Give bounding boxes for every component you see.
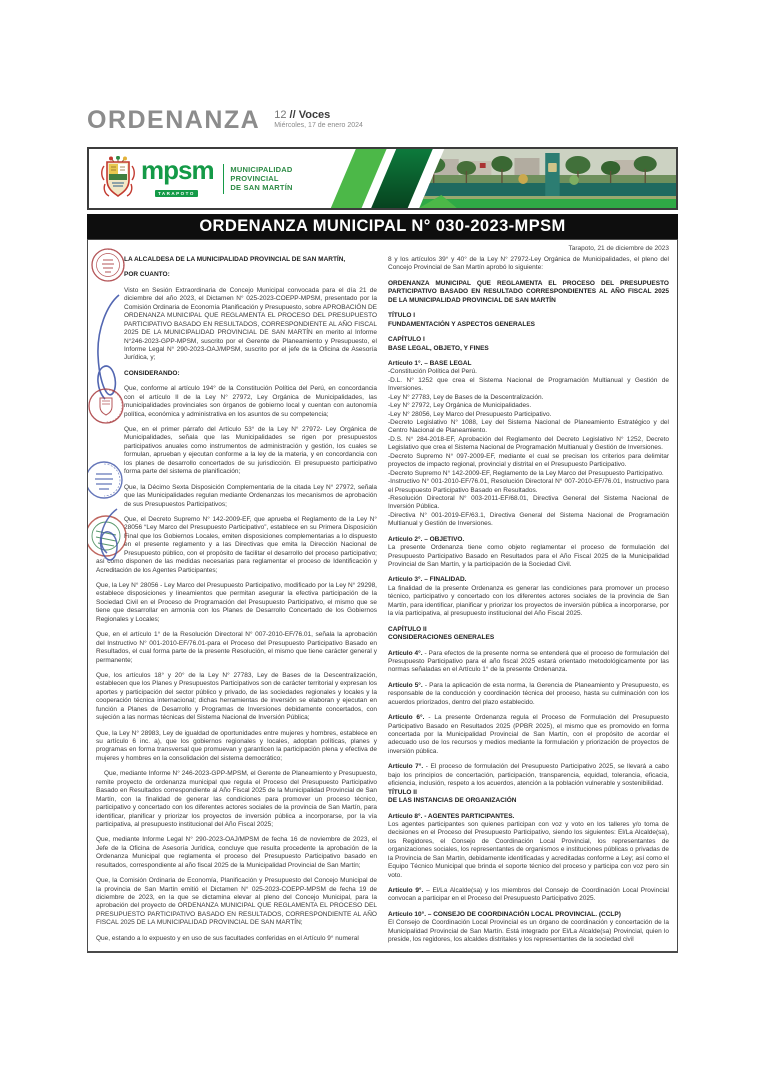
document-date: Tarapoto, 21 de diciembre de 2023	[568, 245, 669, 252]
articulo-5	[388, 682, 669, 707]
articulo-9-lead: Artículo 9°.	[388, 887, 424, 894]
masthead	[87, 107, 678, 147]
articulo-7-lead: Artículo 7°.	[388, 763, 424, 771]
articulo-10	[388, 911, 669, 945]
capitulo-1-sub: BASE LEGAL, OBJETO, Y FINES	[388, 344, 489, 352]
paragraph: Que, mediante Informe Legal N° 290-2023-OAJ/MPSM de fecha 16 de noviembre de 2023, el Jefe de la Oficina de Asesoría Jurídica, concluye que resulta procedente la aprobación de la Ordenanza Municipal que reglamenta el proceso del Presupuesto Participativo basado en resultados, correspondiente al año fiscal 2025 de la Municipalidad Provincial de San Martín;	[96, 836, 377, 869]
ordinance-title-bar	[87, 214, 678, 239]
articulo-2	[388, 536, 669, 570]
paragraph: Visto en Sesión Extraordinaria de Concejo Municipal convocada para el día 21 de diciembre del año 2023, el Dictamen N° 025-2023-COEPP-MPSM, presentado por la Comisión Ordinaria de Economía Planificación y Presupuesto, sobre APROBACIÓN DE ORDENANZA MUNICIPAL QUE REGLAMENTA EL PROCESO DEL PRESUPUESTO PARTICIPATIVO BASADO EN RESULTADOS, CORRESPONDIENTE AL AÑO FISCAL 2025 DE LA MUNICIPALIDAD PROVINCIAL DE SAN MARTÍN en merito al Informe N°246-2023-GPP-MPSM, suscrito por el Gerente de Planeamiento y Presupuesto, el Informe Legal N° 290-2023-OAJ/MPSM, suscrito por el jefe de la Oficina de Asesoría Jurídica, y;	[124, 286, 377, 362]
articulo-6-body: - La presente Ordenanza regula el Proceso de Formulación del Presupuesto Participativo Basado en Resultados 2025 (PPBR 2025), el mismo que es promovido en forma concertada por la Municipalidad Provincial de San Martín, con el propósito de acordar el adecuado uso de los recursos y medios mediante la formulación y priorización de proyectos de inversión pública.	[388, 714, 669, 755]
titulo-1: TÍTULO I	[388, 312, 416, 320]
publication-line	[274, 109, 363, 121]
articulo-3-heading: Artículo 3°. – FINALIDAD.	[388, 576, 467, 584]
organization-name	[230, 165, 326, 192]
titulo-2: TÍTULO II	[388, 788, 417, 796]
section-title: ORDENANZA	[87, 106, 261, 134]
plaza-photo-with-stripes	[326, 149, 676, 208]
paragraph: Que, estando a lo expuesto y en uso de sus facultades conferidas en el Artículo 9° numeral	[96, 934, 359, 942]
legal-basis-item: -Resolución Directoral N° 003-2011-EF/68.01, Directiva General del Sistema Nacional de Inversión Pública.	[388, 494, 669, 511]
articulo-2-body: La presente Ordenanza tiene como objeto reglamentar el proceso de formulación del Presupuesto Participativo Basado en Resultados para el Año Fiscal 2025 de la Municipalidad Provincial de San Martín, y la participación de la Sociedad Civil.	[388, 544, 669, 568]
capitulo-2-heading	[388, 626, 669, 643]
paragraph: Que, en el artículo 1° de la Resolución Directoral N° 007-2010-EF/76.01, señala la aprobación del Instructivo N° 001-2010-EF/76.01-para el Proceso del Presupuesto Participativo Basado en Resultados, el cual forma parte de la presente Resolución, el mismo que tiene carácter general y permanente;	[96, 631, 377, 664]
paragraph: Que, en el primer párrafo del Artículo 53° de la Ley N° 27972- Ley Orgánica de Municipalidades, señala que las Municipalidades se rigen por presupuestos participativos anuales como instrumentos de administración y gestión, los cuales se formulan, aprueban y ejecutan conforme a la ley de la materia, y en concordancia con los planes de desarrollo concertados de su jurisdicción. El presupuesto participativo forma parte del sistema de planificación;	[124, 426, 377, 476]
articulo-4	[388, 650, 669, 675]
articulo-8	[388, 813, 669, 881]
legal-basis-item: -Decreto Supremo N° 142-2009-EF, Reglamento de la Ley Marco del Presupuesto Participativo.	[388, 469, 664, 477]
legal-basis-item: -Instructivo N° 001-2010-EF/76.01, Resolución Directoral N° 007-2010-EF/76.01, Instructivo para el Presupuesto Participativo Basado en Resultados.	[388, 478, 669, 494]
right-column	[388, 256, 669, 952]
paragraph: Que, el Decreto Supremo N° 142-2009-EF, que aprueba el Reglamento de la Ley N° 28056 “Ley Marco del Presupuesto Participativo”, establece en su Primera Disposición Final que los Gobiernos Locales, emiten disposiciones complementarias a lo dispuesto en el presente reglamento y a las Directivas que emita la Dirección Nacional de Presupuesto público, con el propósito de facilitar el desarrollo del proceso participativo; así como disponen de las medidas necesarias para reglamentar el proceso de Identificación y Acreditación de los Agentes Participantes;	[96, 515, 377, 574]
paragraph: 8 y los artículos 39° y 40° de la Ley N° 27972-Ley Orgánica de Municipalidades, el pleno del Concejo Provincial de San Martín aprobó lo siguiente:	[388, 256, 669, 272]
logo-zone	[89, 149, 326, 208]
capitulo-2-sub: CONSIDERACIONES GENERALES	[388, 634, 495, 642]
articulo-4-lead: Artículo 4°.	[388, 649, 423, 657]
articulo-8-heading: Artículo 8°. - AGENTES PARTICIPANTES.	[388, 812, 515, 820]
addressee-line: LA ALCALDESA DE LA MUNICIPALIDAD PROVINCIAL DE SAN MARTÍN,	[124, 256, 346, 263]
paragraph: Que, la Ley N° 28983, Ley de igualdad de oportunidades entre mujeres y hombres, establece en su artículo 6 inc. a), que los gobiernos regionales y locales, adoptan políticas, planes y programas en forma transversal que promuevan y garanticen la participación plena y efectiva de mujeres y hombres en la consolidación del sistema democrático;	[96, 729, 377, 762]
capitulo-1: CAPÍTULO I	[388, 336, 425, 344]
paragraph: Que, los artículos 18° y 20° de la Ley N° 27783, Ley de Bases de la Descentralización, establecen que los Planes y Presupuestos Participativos son de carácter territorial y expresan los aportes y participación del sector público y privado, de las sociedades regionales y locales y la cooperación técnica internacional; dichas herramientas de inversión se elaboran y ejecutan en función a Planes de Desarrollo y Programas de Inversiones debidamente concertados, con sujeción a las normas técnicas del Sistema Nacional de Inversión Pública;	[96, 671, 377, 722]
articulo-8-body: Los agentes participantes son quienes participan con voz y voto en los talleres y/o toma de decisiones en el Proceso del Presupuesto Participativo, siendo los siguientes: El/La Alcalde(sa), los Regidores, el Consejo de Coordinación Local Provincial, los representantes de organizaciones sociales, los representantes de organismos e instituciones públicas o privadas de la Provincia de San Martín, debidamente identificadas y acreditadas conforme a Ley; así como el Equipo Técnico Municipal que brinda el soporte técnico del proceso y participa con voz pero sin voto.	[388, 820, 669, 879]
ordinance-body	[87, 239, 678, 953]
logo-text	[141, 154, 214, 200]
paragraph: Que, mediante Informe N° 246-2023-GPP-MPSM, el Gerente de Planeamiento y Presupuesto, remite proyecto de ordenanza municipal que regula el Proceso del Presupuesto Participativo Basado en Resultados correspondiente al Año Fiscal 2025 de la Municipalidad Provincial de San Martín, con la finalidad de generar las condiciones para promover un proceso técnico, participativo y concertado con los diferentes actores sociales de la provincia de San Martín, para identificar, planificar y priorizar los proyectos de inversión pública a incorporarse, por la vía participativa, al presupuesto institucional del Año Fiscal 2025;	[96, 770, 377, 828]
paragraph: Que, la Ley N° 28056 - Ley Marco del Presupuesto Participativo, modificado por la Ley N° 29298, establece disposiciones y lineamientos que permitan asegurar la efectiva participación de la Sociedad Civil en el Proceso de Programación del Presupuesto Participativo, el mismo que se tiene que desarrollar en armonía con los Planes de Desarrollo Concertado de los Gobiernos Regionales y Locales;	[96, 582, 377, 623]
logo-city-badge: TARAPOTO	[155, 190, 198, 197]
articulo-6	[388, 714, 669, 756]
articulo-2-heading: Artículo 2°. – OBJETIVO.	[388, 535, 465, 543]
capitulo-2: CAPÍTULO II	[388, 625, 427, 633]
articulo-10-heading: Artículo 10°. – CONSEJO DE COORDINACIÓN LOCAL PROVINCIAL. (CCLP)	[388, 910, 621, 918]
articulo-6-lead: Artículo 6°.	[388, 714, 425, 722]
articulo-4-body: - Para efectos de la presente norma se entenderá que el proceso de formulación del Presupuesto Participativo para el año fiscal 2025 estará orientado metodológicamente por las normas señaladas en el Artículo 1° de la presente Ordenanza.	[388, 649, 669, 674]
publication-name: // Voces	[289, 109, 331, 121]
titulo-1-sub: FUNDAMENTACIÓN Y ASPECTOS GENERALES	[388, 320, 535, 328]
paragraph: Que, la Comisión Ordinaria de Economía, Planificación y Presupuesto del Concejo Municipal de la provincia de San Martín emitió el Dictamen N° 025-2023-COEPP-MPSM de fecha 19 de diciembre de 2023, en la que se dictamina elevar al pleno del Concejo Municipal, para la aprobación del proyecto de ORDENANZA MUNICIPAL QUE REGLAMENTA EL PROCESO DEL PRESUPUESTO PARTICIPATIVO BASADO EN RESULTADOS, CORRESPONDIENTE AL AÑO FISCAL 2025 DE LA MUNICIPALIDAD PROVINCIAL DE SAN MARTÍN;	[96, 877, 377, 927]
legal-basis-item: -D.L. N° 1252 que crea el Sistema Nacional de Programación Multianual y Gestión de Inversiones.	[388, 376, 669, 393]
ordinance-full-title: ORDENANZA MUNICIPAL QUE REGLAMENTA EL PROCESO DEL PRESUPUESTO PARTICIPATIVO BASADO EN RESULTADO CORRESPONDIENTES AL AÑO FISCAL 2025 DE LA MUNICIPALIDAD PROVINCIAL DE SAN MARTÍN	[388, 279, 669, 304]
legal-basis-item: -Constitución Política del Perú.	[388, 368, 477, 376]
titulo-2-sub: DE LAS INSTANCIAS DE ORGANIZACIÓN	[388, 797, 517, 805]
articulo-9	[388, 887, 669, 904]
articulo-9-body: – El/La Alcalde(sa) y los miembros del Consejo de Coordinación Local Provincial convocan a participar en el Proceso del Presupuesto Participativo 2025.	[388, 887, 669, 903]
por-cuanto-heading: POR CUANTO:	[124, 271, 170, 279]
articulo-5-body: - Para la aplicación de esta norma, la Gerencia de Planeamiento y Presupuesto, es responsable de la conducción y coordinación técnica del proceso, hasta su culminación con los acuerdos priorizados, dentro del plazo establecido.	[388, 681, 670, 706]
stamp-wrap-spacer	[96, 256, 124, 556]
legal-basis-item: -Decreto Supremo N° 097-2009-EF, mediante el cual se precisan los criterios para delimitar proyectos de impacto regional, provincial y distrital en el Presupuesto Participativo.	[388, 452, 669, 469]
articulo-1-heading: Artículo 1°. – BASE LEGAL	[388, 359, 472, 367]
legal-basis-item: -Decreto Legislativo N° 1088, Ley del Sistema Nacional de Planeamiento Estratégico y del Centro Nacional de Planeamiento.	[388, 419, 669, 435]
legal-basis-item: -D.S. N° 284-2018-EF, Aprobación del Reglamento del Decreto Legislativo N° 1252, Decreto Legislativo que crea el Sistema Nacional de Programación Multianual y Gestión de Inversiones.	[388, 435, 669, 452]
legal-basis-item: -Ley N° 28056, Ley Marco del Presupuesto Participativo.	[388, 410, 552, 418]
two-column-text	[96, 256, 669, 952]
legal-basis-item: -Ley N° 27972, Ley Orgánica de Municipalidades.	[388, 402, 532, 410]
articulo-7-body: - El proceso de formulación del Presupuesto Participativo 2025, se llevará a cabo bajo los principios de concertación, participación, transparencia, equidad, tolerancia, eficacia, eficiencia, inclusión, respeto a los acuerdos, atención a la población vulnerable y sostenibilidad.	[388, 763, 670, 788]
masthead-meta	[274, 107, 363, 130]
articulo-1	[388, 360, 669, 529]
articulo-5-lead: Artículo 5°.	[388, 681, 423, 689]
capitulo-1-heading	[388, 336, 669, 353]
org-line2: DE SAN MARTÍN	[230, 183, 293, 192]
edition-date: Miércoles, 17 de enero 2024	[274, 122, 363, 129]
titulo-2-heading	[388, 789, 669, 806]
legal-basis-item: -Directiva N° 001-2019-EF/63.1, Directiva General del Sistema Nacional de Programación Multianual y Gestión de Inversiones.	[388, 511, 669, 528]
page-content	[87, 107, 678, 953]
paragraph: Que, conforme al artículo 194° de la Constitución Política del Perú, en concordancia con el artículo II de la Ley N° 27972, Ley Orgánica de Municipalidades, las municipalidades provinciales son órganos de gobierno local y cuentan con autonomía política, económica y administrativa en los asuntos de su competencia;	[124, 385, 377, 418]
legal-basis-item: -Ley N° 27783, Ley de Bases de la Descentralización.	[388, 393, 544, 401]
ordinance-title: ORDENANZA MUNICIPAL N° 030-2023-MPSM	[199, 217, 566, 235]
logo-acronym: mpsm	[141, 154, 214, 185]
coat-of-arms-icon	[101, 156, 135, 202]
paragraph: Que, la Décimo Sexta Disposición Complementaria de la citada Ley N° 27972, señala que las Municipalidades regulan mediante Ordenanzas los mecanismos de aprobación de sus Presupuestos Participativos;	[124, 483, 377, 508]
left-column	[96, 256, 377, 952]
titulo-1-heading	[388, 312, 669, 329]
plaza-photo	[413, 149, 676, 208]
page-number: 12	[274, 109, 287, 121]
articulo-10-body: El Consejo de Coordinación Local Provincial es un órgano de coordinación y concertación de la Municipalidad Provincial de San Martín. Está integrado por El/La Alcalde(sa) Provincial, quien lo preside, los regidores, los alcaldes distritales y los representantes de la sociedad civil	[388, 919, 669, 944]
municipality-banner	[87, 147, 678, 210]
articulo-3-body: La finalidad de la presente Ordenanza es generar las condiciones para promover un proceso técnico, participativo y concertado con los diferentes actores sociales de la provincia de San Martín, para identificar, planificar y priorizar los proyectos de inversión pública a incorporarse, por la vía participativa, al presupuesto institucional del Año Fiscal 2025.	[388, 584, 669, 618]
org-line1: MUNICIPALIDAD PROVINCIAL	[230, 165, 293, 183]
logo-divider	[223, 164, 224, 194]
articulo-7	[388, 763, 669, 788]
articulo-3	[388, 576, 669, 618]
considerando-heading: CONSIDERANDO:	[124, 369, 180, 377]
